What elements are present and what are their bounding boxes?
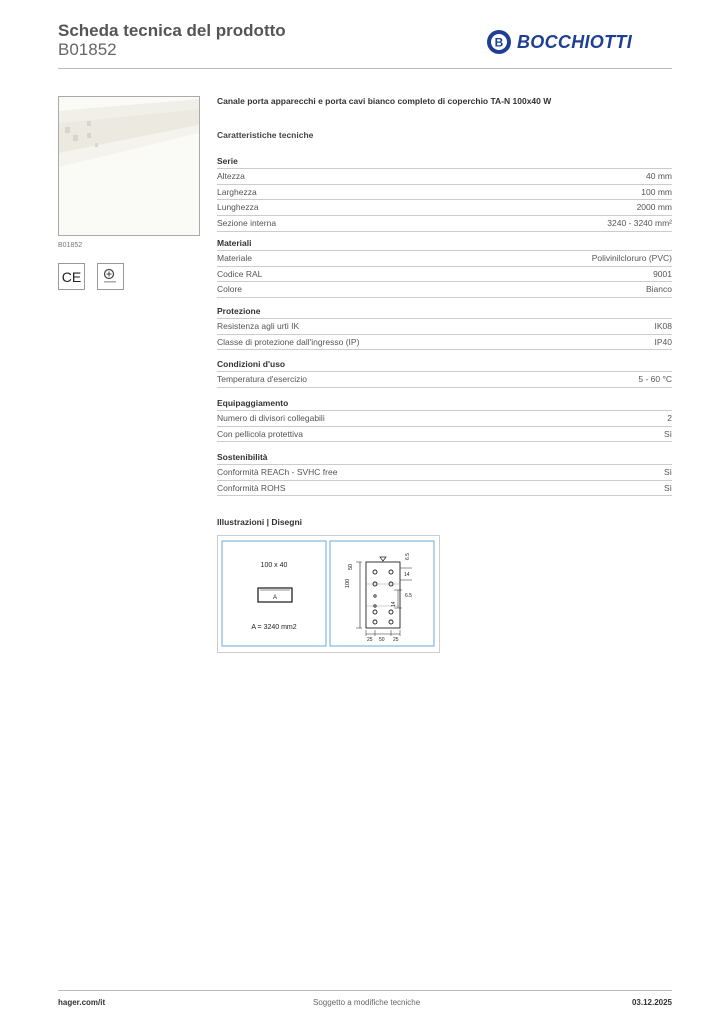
spec-section-protezione (217, 306, 672, 350)
spec-row: Materiale Polivinilcloruro (PVC) (217, 250, 672, 266)
spec-section-equipaggiamento (217, 398, 672, 442)
footer-divider (58, 990, 672, 991)
dim-100: 100 (345, 578, 351, 588)
product-code: B01852 (58, 40, 117, 59)
area-label: A = 3240 mm2 (251, 624, 297, 631)
technical-drawing (217, 535, 440, 653)
footer-website[interactable]: hager.com/it (58, 998, 106, 1007)
spec-row: Lunghezza 2000 mm (217, 199, 672, 215)
footer-disclaimer: Soggetto a modifiche tecniche (313, 998, 421, 1007)
svg-text:B: B (494, 35, 504, 50)
dim-25-right: 25 (393, 637, 399, 643)
spec-row: Classe di protezione dall'ingresso (IP) IP40 (217, 334, 672, 351)
bocchiotti-logo-icon (486, 29, 512, 55)
spec-row: Conformità REACh - SVHC free Sì (217, 464, 672, 480)
ce-mark (58, 263, 85, 290)
page-title: Scheda tecnica del prodotto (58, 21, 286, 40)
quality-seal-icon (101, 267, 121, 287)
section-title: Sostenibilità (217, 452, 268, 462)
ce-mark-label: CE (61, 268, 82, 285)
spec-row: Temperatura d'esercizio 5 - 60 °C (217, 371, 672, 388)
footer-date: 03.12.2025 (631, 998, 672, 1007)
spec-section-materiali (217, 238, 672, 298)
certification-icon (97, 263, 124, 290)
section-title: Protezione (217, 306, 261, 316)
drawing-canvas (218, 536, 439, 652)
spec-row: Con pellicola protettiva Sì (217, 426, 672, 443)
dim-14-top: 14 (404, 572, 410, 578)
brand-name: BOCCHIOTTI (517, 31, 632, 52)
spec-row: Altezza 40 mm (217, 168, 672, 184)
section-title: Materiali (217, 238, 252, 248)
area-symbol: A (272, 595, 278, 601)
section-title: Condizioni d'uso (217, 359, 286, 369)
section-title: Serie (217, 156, 238, 166)
spec-section-sostenibilita (217, 452, 672, 496)
spec-row: Numero di divisori collegabili 2 (217, 410, 672, 426)
image-caption: B01852 (58, 242, 83, 249)
illustrations-heading: Illustrazioni | Disegni (217, 517, 303, 527)
dim-25-left: 25 (367, 637, 373, 643)
spec-row: Conformità ROHS Sì (217, 480, 672, 497)
trunking-photo-icon (59, 97, 199, 235)
spec-section-condizioni (217, 359, 672, 388)
dim-6-5: 6.5 (405, 553, 411, 560)
dim-50: 50 (348, 563, 354, 570)
spec-row: Sezione interna 3240 - 3240 mm² (217, 215, 672, 232)
brand-logo (486, 29, 632, 55)
header-divider (58, 68, 672, 69)
dim-6-5-side: 6.5 (405, 593, 412, 599)
specs-heading: Caratteristiche tecniche (217, 130, 314, 140)
product-image (58, 96, 200, 236)
spec-section-serie (217, 156, 672, 232)
dims-label: 100 x 40 (260, 562, 288, 569)
spec-row: Colore Bianco (217, 281, 672, 298)
dim-14-side: 14 (391, 601, 397, 607)
product-description: Canale porta apparecchi e porta cavi bianco completo di coperchio TA-N 100x40 W (217, 96, 552, 106)
section-title: Equipaggiamento (217, 398, 289, 408)
spec-row: Codice RAL 9001 (217, 266, 672, 282)
spec-row: Resistenza agli urti IK IK08 (217, 318, 672, 334)
dim-50-bottom: 50 (379, 637, 385, 643)
spec-row: Larghezza 100 mm (217, 184, 672, 200)
